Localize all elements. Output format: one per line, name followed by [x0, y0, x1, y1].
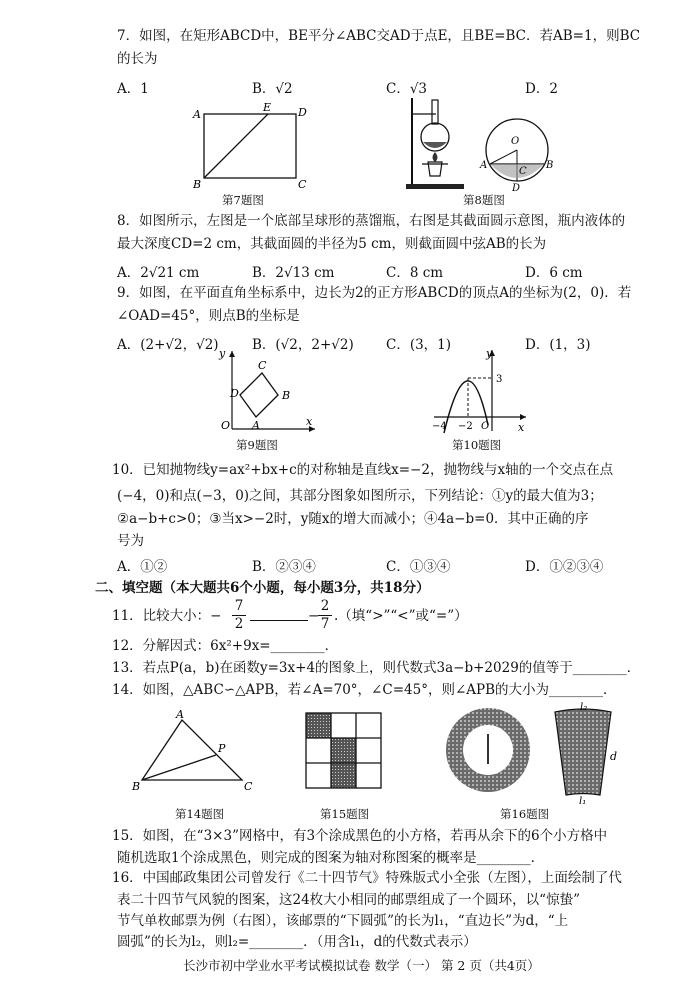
figure-10: [430, 345, 530, 437]
q9-option-d: D．(1，3): [525, 337, 591, 353]
q9-line1: 9．如图，在平面直角坐标系中，边长为2的正方形ABCD的顶点A的坐标为(2，0)．若: [117, 285, 632, 301]
q8-option-b: B．2√13 cm: [252, 265, 335, 281]
fig8-label-b: B: [546, 160, 554, 171]
figure-16: [440, 700, 630, 805]
q7-option-a: A．1: [117, 81, 149, 97]
q16-line4: 圆弧”的长为l₂，则l₂=________．（用含l₁，d的代数式表示）: [117, 934, 477, 950]
figure-14: [130, 708, 255, 793]
q11-mid: −: [308, 608, 320, 624]
fig9-label-y: y: [219, 347, 226, 360]
fig7-label-b: B: [193, 178, 202, 190]
grid-cell-dark-3: [331, 763, 356, 788]
q11-prefix: 11．比较大小：−: [112, 608, 222, 624]
fig7-label-a: A: [193, 108, 201, 121]
q7-line2: 的长为: [117, 51, 158, 67]
fig9-label-x: x: [306, 415, 313, 428]
figure-15: [305, 712, 385, 792]
q10-option-b: B．②③④: [252, 559, 316, 575]
figure-8: [400, 92, 560, 192]
fig7-label-e: E: [263, 101, 272, 114]
fig10-label-o: O: [481, 421, 490, 432]
q7-option-b: B．√2: [252, 81, 293, 97]
fig14-label-p: P: [218, 742, 226, 755]
fig14-label-c: C: [244, 780, 253, 793]
q8-option-c: C．8 cm: [386, 265, 444, 281]
q11-suffix: .（填“>”“<”或“=”）: [334, 608, 468, 624]
fig9-label-c: C: [258, 359, 267, 372]
q10-line3: ②a−b+c>0；③当x>−2时，y随x的增大而减小；④4a−b=0．其中正确的序: [117, 511, 589, 527]
q10-line1: 10．已知抛物线y=ax²+bx+c的对称轴是直线x=−2，抛物线与x轴的一个交点在点: [112, 462, 614, 478]
caption-fig8: 第8题图: [463, 193, 505, 207]
fig9-label-o: O: [221, 419, 231, 432]
q10-line2: (−4，0)和点(−3，0)之间，其部分图象如图所示，下列结论：①y的最大值为3；: [117, 488, 603, 504]
fig10-label-3: 3: [496, 374, 503, 385]
grid-cell-dark-2: [331, 738, 356, 763]
q11-num2: 2: [320, 598, 330, 614]
q11-fraction-2: [318, 598, 332, 632]
caption-fig16: 第16题图: [500, 807, 550, 821]
q10-line4: 号为: [117, 533, 144, 549]
q11-fraction-1: [232, 598, 246, 632]
caption-fig15: 第15题图: [320, 807, 370, 821]
q9-option-b: B．(√2，2+√2): [252, 337, 354, 353]
grid-cell-dark-1: [306, 713, 331, 738]
q11-den2: 7: [318, 615, 332, 632]
fig7-label-c: C: [298, 178, 307, 190]
figure-7: [190, 100, 315, 190]
fig8-label-o: O: [511, 136, 520, 147]
caption-fig9: 第9题图: [236, 438, 278, 452]
q11-blank: [250, 620, 308, 621]
q7-line1: 7．如图，在矩形ABCD中，BE平分∠ABC交AD于点E，且BE=BC．若AB=1，则BC: [117, 28, 641, 44]
q11-num1: 7: [234, 598, 244, 614]
section-2-heading: 二、填空题（本大题共6个小题，每小题3分，共18分）: [95, 580, 430, 596]
fig10-label-neg2: −2: [458, 421, 473, 432]
q9-option-a: A．(2+√2，√2): [117, 337, 219, 353]
caption-fig10: 第10题图: [452, 438, 502, 452]
q8-option-a: A．2√21 cm: [117, 265, 200, 281]
fig7-label-d: D: [298, 106, 307, 119]
q16-line1: 16．中国邮政集团公司曾发行《二十四节气》特殊版式小全张（左图），上面绘制了代: [112, 870, 622, 886]
q7-option-c: C．√3: [386, 81, 428, 97]
q10-option-c: C．①③④: [386, 559, 451, 575]
q12: 12．分解因式：6x²+9x=________．: [112, 638, 339, 654]
q8-line1: 8．如图所示，左图是一个底部呈球形的蒸馏瓶，右图是其截面圆示意图，瓶内液体的: [117, 213, 626, 229]
fig14-label-b: B: [132, 780, 141, 793]
page-footer: 长沙市初中学业水平考试模拟试卷 数学（一） 第 2 页（共4页）: [183, 958, 540, 973]
fig14-label-a: A: [176, 708, 184, 721]
q7-option-d: D．2: [525, 81, 558, 97]
q15-line2: 随机选取1个涂成黑色，则完成的图案为轴对称图案的概率是________．: [117, 850, 545, 866]
q16-line3: 节气单枚邮票为例（右图），该邮票的“下圆弧”的长为l₁，“直边长”为d，“上: [117, 913, 569, 929]
q14: 14．如图，△ABC∽△APB，若∠A=70°，∠C=45°，则∠APB的大小为________．: [112, 682, 617, 698]
fig8-label-a: A: [480, 160, 488, 171]
fig10-label-x: x: [518, 421, 525, 434]
q11-den1: 2: [232, 615, 246, 632]
q9-option-c: C．(3，1): [386, 337, 452, 353]
figure-9: [210, 345, 320, 437]
caption-fig7: 第7题图: [222, 193, 264, 207]
fig10-label-neg4: −4: [432, 421, 447, 432]
q13: 13．若点P(a，b)在函数y=3x+4的图象上，则代数式3a−b+2029的值等于________．: [112, 660, 641, 676]
q8-option-d: D．6 cm: [525, 265, 583, 281]
q8-line2: 最大深度CD=2 cm，其截面圆的半径为5 cm，则截面圆中弦AB的长为: [117, 236, 547, 252]
q15-line1: 15．如图，在“3×3”网格中，有3个涂成黑色的小方格，若再从余下的6个小方格中: [112, 828, 608, 844]
fig9-label-b: B: [282, 389, 291, 402]
fig8-label-c: C: [519, 166, 527, 177]
fig16-label-d: d: [610, 750, 618, 763]
q16-line2: 表二十四节气风貌的图案，这24枚大小相同的邮票组成了一个圆环，以“惊蛰”: [117, 892, 580, 908]
fig16-label-l2: l₂: [580, 702, 588, 713]
fig10-label-y: y: [486, 347, 493, 360]
fig16-label-l1: l₁: [579, 796, 587, 805]
fig9-label-d: D: [230, 387, 239, 400]
q9-line2: ∠OAD=45°，则点B的坐标是: [117, 308, 300, 324]
fig9-label-a: A: [252, 419, 260, 432]
caption-fig14: 第14题图: [175, 807, 225, 821]
fig8-label-d: D: [512, 183, 521, 192]
q10-option-d: D．①②③④: [525, 559, 604, 575]
q10-option-a: A．①②: [117, 559, 168, 575]
